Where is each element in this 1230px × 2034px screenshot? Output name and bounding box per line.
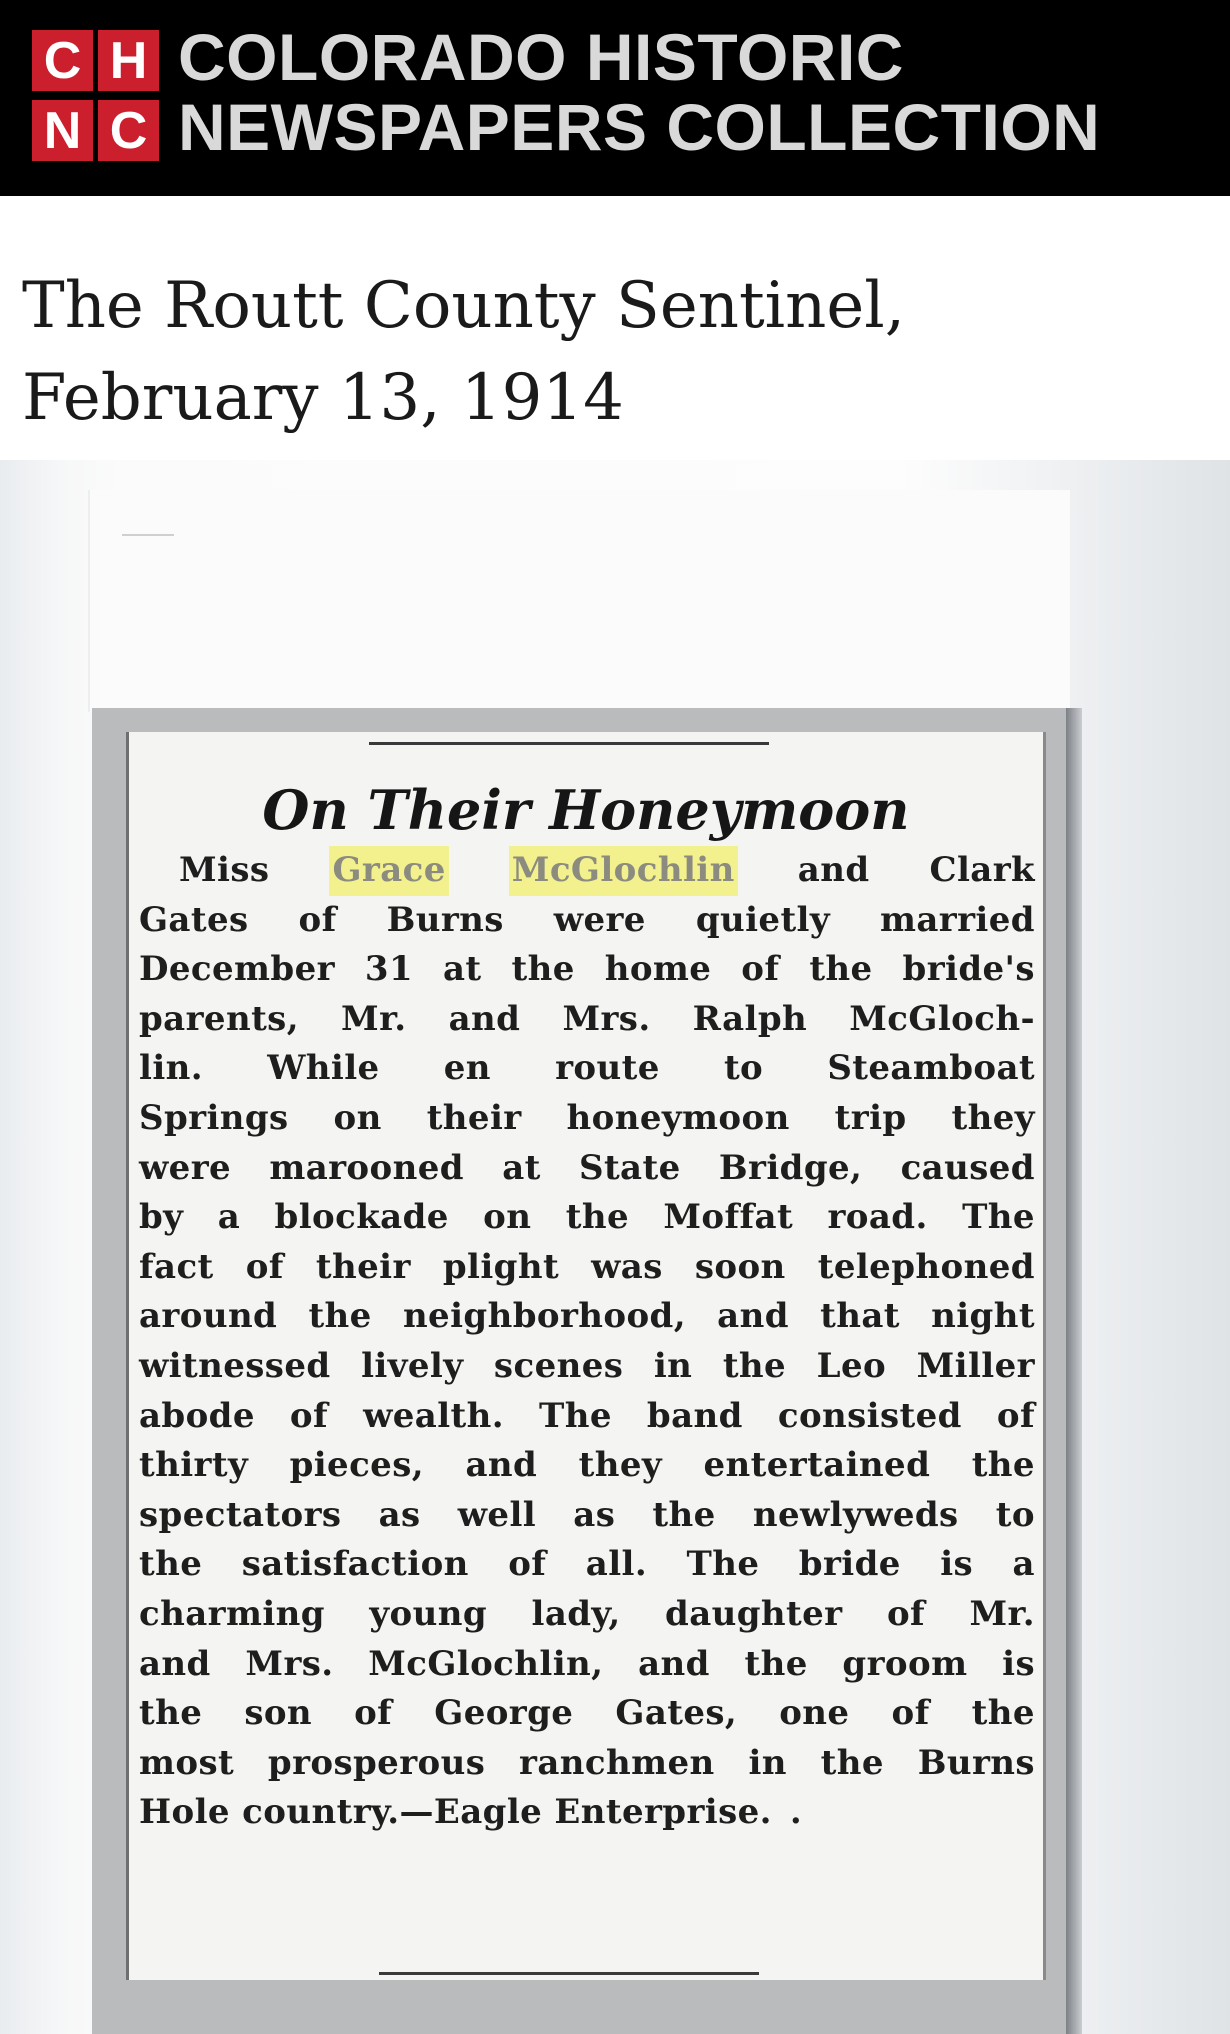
article-word: neighborhood,	[402, 1296, 686, 1337]
article-word: in	[653, 1345, 693, 1386]
newspaper-name: The Routt County Sentinel,	[22, 269, 906, 343]
article-word: as	[573, 1494, 616, 1535]
article-word: While	[267, 1048, 380, 1089]
article-word: Gates	[139, 899, 249, 940]
article-word: scenes	[493, 1345, 624, 1386]
article-word: Moffat	[663, 1197, 794, 1238]
article-line	[139, 1640, 1035, 1690]
scan-page-edge	[88, 490, 1070, 712]
article-word: ranchmen	[519, 1742, 715, 1783]
article-word: most	[139, 1742, 235, 1783]
article-word: route	[555, 1048, 660, 1089]
article-word: in	[748, 1742, 787, 1783]
article-line	[139, 1144, 1035, 1194]
scan-frame-shadow	[1066, 708, 1082, 2034]
article-word: were	[553, 899, 646, 940]
top-rule	[369, 742, 769, 745]
logo-letter-h: H	[98, 30, 159, 91]
article-headline: On Their Honeymoon	[262, 778, 910, 842]
article-line	[139, 1689, 1035, 1739]
article-word: caused	[900, 1147, 1035, 1188]
article-last-line	[139, 1788, 1035, 1838]
article-word: and	[797, 850, 870, 890]
article-word: was	[591, 1246, 663, 1287]
logo-letter-n: N	[32, 100, 93, 161]
article-word: of	[289, 1395, 329, 1436]
article-word: prosperous	[267, 1742, 486, 1783]
article-word: lively	[361, 1345, 464, 1386]
article-word: the	[820, 1742, 884, 1783]
article-word: the	[139, 1693, 203, 1734]
article-line	[139, 1491, 1035, 1541]
article-word: bride	[798, 1544, 901, 1585]
site-title-line1: COLORADO HISTORIC	[178, 20, 904, 94]
article-word: newlyweds	[752, 1494, 959, 1535]
article-body	[139, 846, 1035, 1838]
article-word: George	[434, 1693, 574, 1734]
article-line	[139, 1590, 1035, 1640]
article-word: The	[539, 1395, 612, 1436]
article-word: plight	[442, 1246, 560, 1287]
article-word: the	[511, 949, 575, 990]
article-word: the	[971, 1445, 1035, 1486]
article-word: the	[809, 949, 873, 990]
article-word: Leo	[816, 1345, 887, 1386]
article-word: Clark	[929, 850, 1035, 890]
issue-date: February 13, 1914	[22, 361, 624, 435]
article-word: parents,	[139, 998, 299, 1039]
article-word: Miss	[179, 850, 270, 890]
article-word: of	[891, 1693, 930, 1734]
article-word: the	[139, 1544, 203, 1585]
article-word: quietly	[695, 899, 831, 940]
article-word: of	[354, 1693, 393, 1734]
article-line	[139, 1342, 1035, 1392]
article-word: State	[579, 1147, 681, 1188]
article-word: The	[686, 1544, 760, 1585]
article-word: of	[886, 1593, 926, 1634]
article-word: en	[443, 1048, 491, 1089]
article-line	[139, 896, 1035, 946]
article-word: they	[578, 1445, 663, 1486]
article-word: the	[744, 1643, 808, 1684]
article-word: all.	[585, 1544, 648, 1585]
article-word: Ralph	[692, 998, 808, 1039]
logo-letter-c2: C	[98, 100, 159, 161]
article-word: is	[940, 1544, 974, 1585]
article-word: is	[1002, 1643, 1035, 1684]
article-word: Springs	[139, 1097, 289, 1138]
article-line	[139, 1540, 1035, 1590]
newspaper-citation	[22, 260, 905, 444]
article-word: of	[741, 949, 780, 990]
article-line	[139, 1243, 1035, 1293]
article-word: spectators	[139, 1494, 342, 1535]
article-word: the	[652, 1494, 716, 1535]
article-word: consisted	[777, 1395, 962, 1436]
article-word: 31	[364, 949, 414, 990]
article-word: abode	[139, 1395, 255, 1436]
article-line	[139, 1094, 1035, 1144]
article-word: Burns	[386, 899, 504, 940]
article-word: a	[217, 1197, 241, 1238]
article-line	[139, 1292, 1035, 1342]
article-word: young	[369, 1593, 488, 1634]
article-word: and	[638, 1643, 710, 1684]
article-word: Miller	[916, 1345, 1035, 1386]
article-word: pieces,	[289, 1445, 424, 1486]
article-word: one	[779, 1693, 850, 1734]
article-word: blockade	[274, 1197, 449, 1238]
article-word: at	[502, 1147, 541, 1188]
article-line	[139, 1441, 1035, 1491]
article-word: they	[951, 1097, 1035, 1138]
article-word: and	[139, 1643, 211, 1684]
bottom-rule	[379, 1972, 759, 1975]
article-word: as	[378, 1494, 421, 1535]
trailing-mark: .	[789, 1792, 803, 1833]
article-word: soon	[694, 1246, 786, 1287]
article-word: a	[1012, 1544, 1035, 1585]
article-word: and	[465, 1445, 538, 1486]
site-banner	[0, 0, 1230, 196]
article-word: on	[333, 1097, 382, 1138]
article-word: witnessed	[139, 1345, 331, 1386]
article-word: on	[483, 1197, 532, 1238]
article-word: trip	[834, 1097, 907, 1138]
article-word: bride's	[902, 949, 1035, 990]
article-word: the	[722, 1345, 787, 1386]
article-word: married	[880, 899, 1035, 940]
article-word: fact	[139, 1246, 214, 1287]
article-word: Bridge,	[718, 1147, 863, 1188]
article-word: wealth.	[363, 1395, 504, 1436]
article-word: of	[996, 1395, 1035, 1436]
article-line	[139, 1044, 1035, 1094]
article-word: Mr.	[969, 1593, 1035, 1634]
article-word: road.	[827, 1197, 928, 1238]
article-word: were	[139, 1147, 232, 1188]
article-word: thirty	[139, 1445, 249, 1486]
article-word: The	[962, 1197, 1035, 1238]
article-word: Mrs.	[245, 1643, 334, 1684]
article-word: their	[426, 1097, 522, 1138]
article-word: December	[139, 949, 335, 990]
article-word: satisfaction	[241, 1544, 469, 1585]
article-word: Mr.	[341, 998, 407, 1039]
article-line	[139, 1739, 1035, 1789]
article-word: the	[565, 1197, 630, 1238]
article-word: Steamboat	[827, 1048, 1035, 1089]
article-word: by	[139, 1197, 184, 1238]
article-word: McGlochlin,	[368, 1643, 604, 1684]
article-line: Hole country.—Eagle Enterprise.	[139, 1792, 772, 1833]
article-word: and	[448, 998, 521, 1039]
article-word: Mrs.	[562, 998, 651, 1039]
article-word: night	[931, 1296, 1035, 1337]
article-word: and	[717, 1296, 789, 1337]
article-word: Gates,	[615, 1693, 738, 1734]
article-word: son	[244, 1693, 313, 1734]
article-word: of	[298, 899, 337, 940]
article-word: charming	[139, 1593, 325, 1634]
article-word: marooned	[269, 1147, 464, 1188]
article-line	[139, 846, 1035, 896]
article-word: of	[508, 1544, 547, 1585]
article-clipping	[126, 732, 1046, 1980]
chnc-logo[interactable]	[32, 30, 159, 161]
article-word: at	[442, 949, 482, 990]
article-word: groom	[842, 1643, 968, 1684]
article-word: daughter	[665, 1593, 843, 1634]
article-word: the	[308, 1296, 372, 1337]
article-word: their	[315, 1246, 411, 1287]
logo-letter-c: C	[32, 30, 93, 91]
article-word: lin.	[139, 1048, 203, 1089]
article-line	[139, 945, 1035, 995]
article-word: entertained	[703, 1445, 931, 1486]
article-word: to	[723, 1048, 764, 1089]
article-word: Burns	[917, 1742, 1035, 1783]
article-word: home	[604, 949, 712, 990]
article-line	[139, 1392, 1035, 1442]
article-line	[139, 1193, 1035, 1243]
article-word: band	[646, 1395, 743, 1436]
article-word: the	[971, 1693, 1035, 1734]
article-word: of	[245, 1246, 284, 1287]
search-highlight: Grace	[329, 846, 448, 896]
site-title	[178, 22, 1100, 162]
article-word: well	[457, 1494, 537, 1535]
scan-mark	[122, 534, 174, 536]
article-word: to	[995, 1494, 1035, 1535]
site-title-line2: NEWSPAPERS COLLECTION	[178, 90, 1101, 164]
article-word: honeymoon	[566, 1097, 790, 1138]
search-highlight: McGlochlin	[509, 846, 738, 896]
article-word: McGloch-	[849, 998, 1035, 1039]
article-word: that	[820, 1296, 900, 1337]
article-word: lady,	[531, 1593, 621, 1634]
article-line	[139, 995, 1035, 1045]
article-word: around	[139, 1296, 278, 1337]
article-word: telephoned	[817, 1246, 1035, 1287]
